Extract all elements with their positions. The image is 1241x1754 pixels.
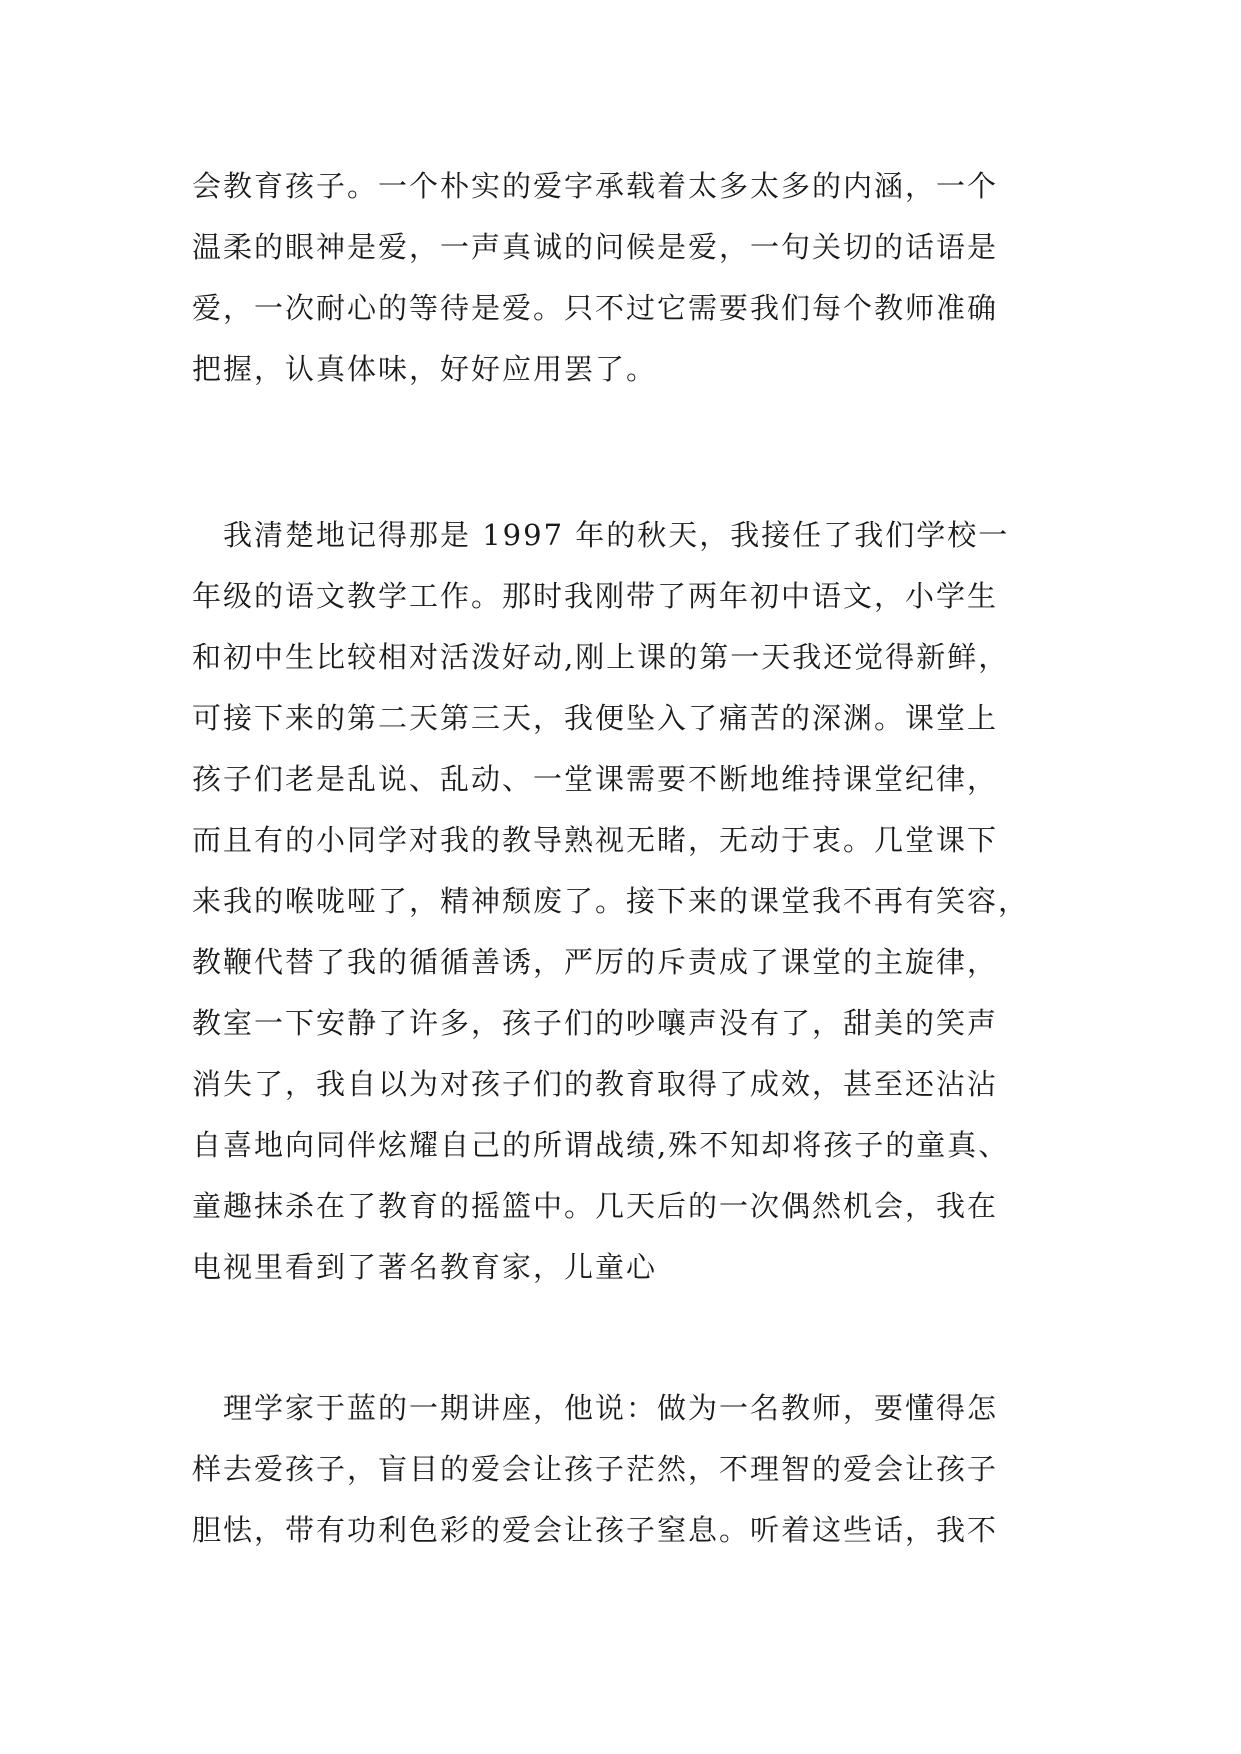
- text-line: 我清楚地记得那是 1997 年的秋天，我接任了我们学校一: [192, 518, 1010, 552]
- text-line: 而且有的小同学对我的教导熟视无睹，无动于衷。几堂课下: [192, 823, 999, 857]
- text-line: 孩子们老是乱说、乱动、一堂课需要不断地维持课堂纪律，: [192, 762, 999, 796]
- text-line: 会教育孩子。一个朴实的爱字承载着太多太多的内涵，一个: [192, 169, 999, 203]
- paragraph-3: [192, 1378, 1062, 1561]
- paragraph-1: [192, 156, 1062, 400]
- text-line: 温柔的眼神是爱，一声真诚的问候是爱，一句关切的话语是: [192, 230, 999, 264]
- text-line: 理学家于蓝的一期讲座，他说：做为一名教师，要懂得怎: [192, 1391, 999, 1425]
- paragraph-2: [192, 505, 1062, 1298]
- text-line: 可接下来的第二天第三天，我便坠入了痛苦的深渊。课堂上: [192, 701, 999, 735]
- text-line: 教鞭代替了我的循循善诱，严厉的斥责成了课堂的主旋律，: [192, 945, 999, 979]
- text-line: 和初中生比较相对活泼好动,刚上课的第一天我还觉得新鲜，: [192, 640, 1010, 674]
- text-line: 来我的喉咙哑了，精神颓废了。接下来的课堂我不再有笑容，: [192, 884, 1030, 918]
- text-line: 胆怯，带有功利色彩的爱会让孩子窒息。听着这些话，我不: [192, 1513, 999, 1547]
- text-line: 把握，认真体味，好好应用罢了。: [192, 352, 658, 386]
- text-line: 电视里看到了著名教育家，儿童心: [192, 1250, 658, 1284]
- text-line: 样去爱孩子，盲目的爱会让孩子茫然，不理智的爱会让孩子: [192, 1452, 999, 1486]
- text-line: 爱，一次耐心的等待是爱。只不过它需要我们每个教师准确: [192, 291, 999, 325]
- text-line: 童趣抹杀在了教育的摇篮中。几天后的一次偶然机会，我在: [192, 1189, 999, 1223]
- text-line: 教室一下安静了许多，孩子们的吵嚷声没有了，甜美的笑声: [192, 1006, 999, 1040]
- text-line: 消失了，我自以为对孩子们的教育取得了成效，甚至还沾沾: [192, 1067, 999, 1101]
- text-line: 年级的语文教学工作。那时我刚带了两年初中语文，小学生: [192, 579, 999, 613]
- text-line: 自喜地向同伴炫耀自己的所谓战绩,殊不知却将孩子的童真、: [192, 1128, 1010, 1162]
